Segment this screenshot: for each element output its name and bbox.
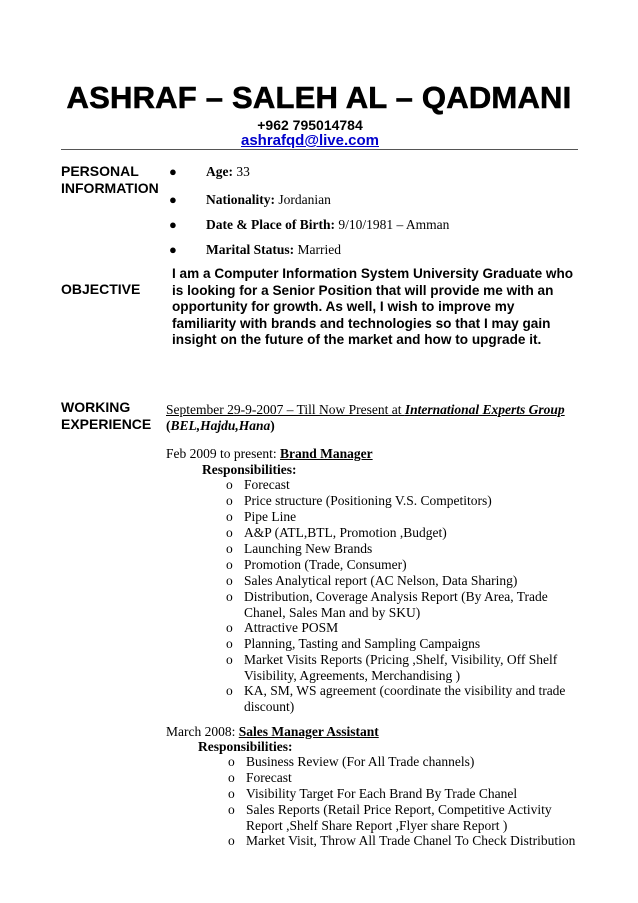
- role-title: Brand Manager: [280, 446, 373, 461]
- experience-heading: WORKING EXPERIENCE: [61, 399, 152, 432]
- circle-bullet-icon: o: [226, 509, 233, 524]
- responsibilities-label: Responsibilities:: [198, 739, 293, 754]
- circle-bullet-icon: o: [226, 683, 233, 698]
- circle-bullet-icon: o: [226, 541, 233, 556]
- bullet-icon: ●: [169, 164, 177, 179]
- circle-bullet-icon: o: [226, 573, 233, 588]
- circle-bullet-icon: o: [228, 754, 235, 769]
- nationality-value: Jordanian: [275, 192, 331, 207]
- circle-bullet-icon: o: [228, 802, 235, 817]
- circle-bullet-icon: o: [226, 589, 233, 604]
- circle-bullet-icon: o: [228, 770, 235, 785]
- circle-bullet-icon: o: [226, 525, 233, 540]
- bullet-icon: ●: [169, 242, 177, 257]
- objective-text: I am a Computer Information System University Graduate who is looking for a Senior Position that will provide me with an opportunity for growth. As well, I wish to improve my familiarity with brands and technologies so that I may gain insight on the future of the market and how to upgrade it.: [172, 266, 574, 348]
- nationality-label: Nationality:: [206, 192, 275, 207]
- birth-value: 9/10/1981 – Amman: [334, 217, 450, 232]
- employment-period: [166, 402, 565, 418]
- circle-bullet-icon: o: [226, 493, 233, 508]
- circle-bullet-icon: o: [226, 477, 233, 492]
- company-brands: (BEL,Hajdu,Hana): [166, 418, 275, 433]
- marital-label: Marital Status:: [206, 242, 295, 257]
- header-divider: [61, 149, 578, 150]
- age-label: Age:: [206, 164, 233, 179]
- circle-bullet-icon: o: [226, 652, 233, 667]
- role-date: Feb 2009 to present:: [166, 446, 280, 461]
- bullet-icon: ●: [169, 217, 177, 232]
- resume-page: ASHRAF – SALEH AL – QADMANI +962 795014784 ashrafqd@live.com PERSONAL INFORMATION ● Age: 33 ● Nationality: Jordanian ● Date & Place of Birth: 9/10/1981 – Amman ● Marital Status: Married OBJECTIVE I am a Computer Information System University Graduate who is looking for a Senior Position that will provide me with an opportunity for growth. As well, I wish to improve my familiarity with brands and technologies so that I may gain insight on the future of the market and how to upgrade it. WORKING EXPERIENCE September 29-9-2007 – Till Now Present at International Experts Group (BEL,Hajdu,Hana) Feb 2009 to present: Brand Manager Responsibilities: o Forecast o Price structure (Positioning V.S. Competitors) o Pipe Line o A&P (ATL,BTL, Promotion ,Budget) o Launching New Brands o Promotion (Trade, Consumer) o Sales Analytical report (AC Nelson, Data Sharing) o Distribution, Coverage Analysis Report (By Area, Trade Chanel, Sales Man and by SKU) o Attractive POSM o Planning, Tasting and Sampling Campaigns o Market Visits Reports (Pricing ,Shelf, Visibility, Off Shelf Visibility, Agreements, Merchandising ) o KA, SM, WS agreement (coordinate the visibility and trade discount) March 2008: Sales Manager Assistant Responsibilities: o Business Review (For All Trade channels) o Forecast o Visibility Target For Each Brand By Trade Chanel o Sales Reports (Retail Price Report, Competitive Activity Report ,Shelf Share Report ,Flyer share Report ) o Market Visit, Throw All Trade Chanel To Check Distribution: [0, 0, 638, 903]
- role-date: March 2008:: [166, 724, 239, 739]
- company-name: International Experts Group: [404, 402, 565, 417]
- personal-info-heading: PERSONAL INFORMATION: [61, 163, 159, 196]
- circle-bullet-icon: o: [228, 833, 235, 848]
- circle-bullet-icon: o: [226, 620, 233, 635]
- bullet-icon: ●: [169, 192, 177, 207]
- candidate-name: ASHRAF – SALEH AL – QADMANI: [66, 80, 572, 115]
- responsibilities-label: Responsibilities:: [202, 462, 297, 477]
- brands-text: BEL,Hajdu,Hana: [170, 418, 271, 433]
- objective-heading: OBJECTIVE: [61, 281, 141, 297]
- period-text: September 29-9-2007 – Till Now Present at: [166, 402, 405, 417]
- role-sales-manager-assistant: [166, 724, 379, 740]
- role-title: Sales Manager Assistant: [238, 724, 379, 739]
- marital-value: Married: [294, 242, 341, 257]
- email-link[interactable]: ashrafqd@live.com: [240, 132, 379, 149]
- circle-bullet-icon: o: [228, 786, 235, 801]
- circle-bullet-icon: o: [226, 557, 233, 572]
- birth-label: Date & Place of Birth:: [206, 217, 335, 232]
- circle-bullet-icon: o: [226, 636, 233, 651]
- phone-number: +962 795014784: [257, 117, 363, 133]
- role-brand-manager: [166, 446, 373, 462]
- age-value: 33: [233, 164, 250, 179]
